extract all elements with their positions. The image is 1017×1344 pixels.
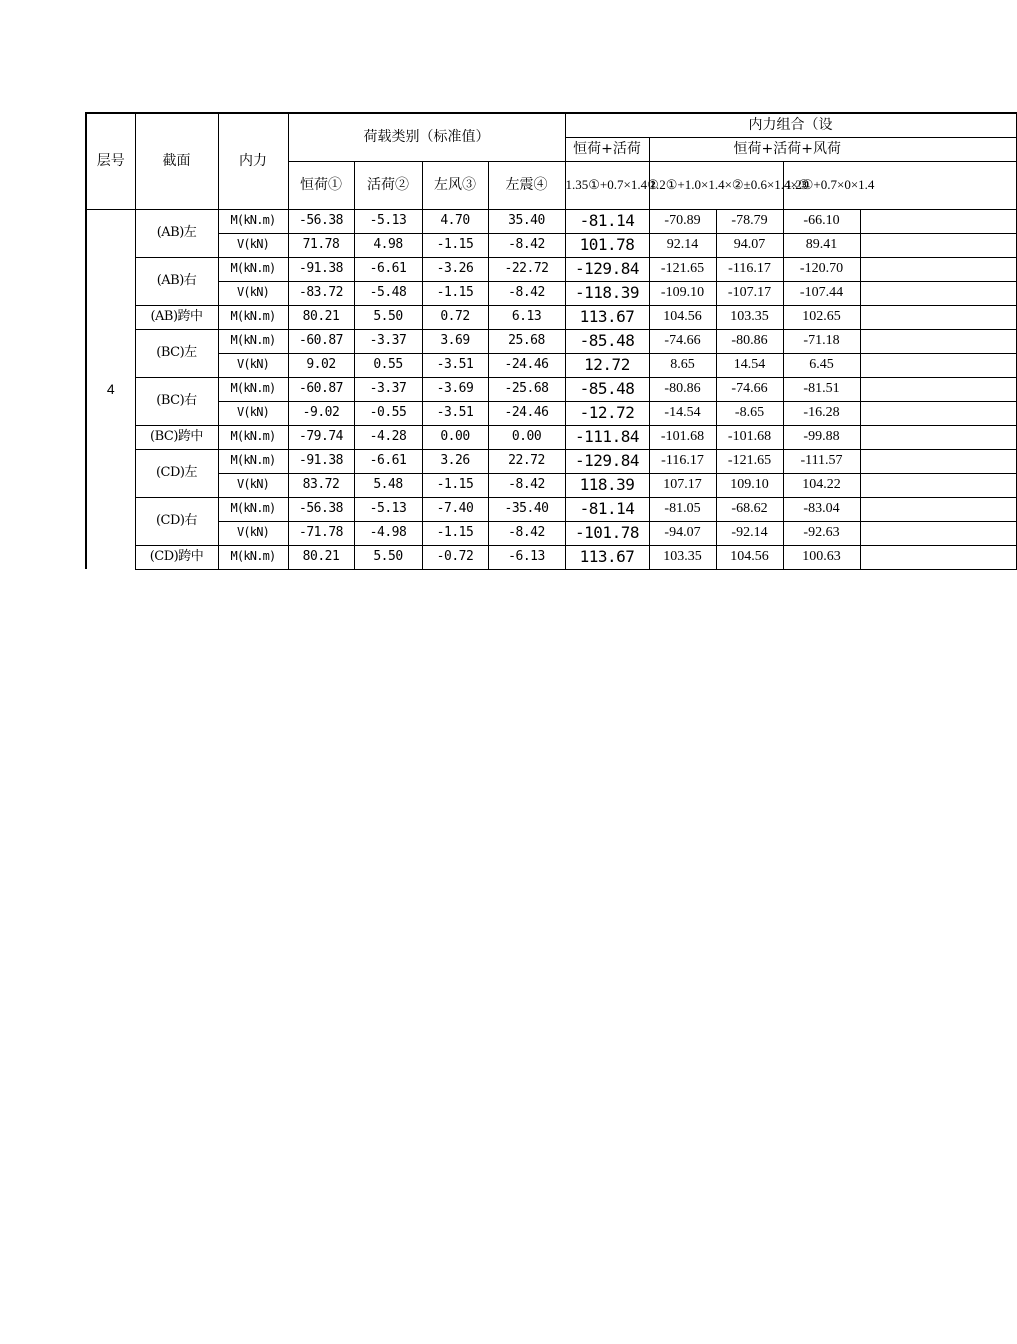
combo-4-value: 6.45 <box>783 353 860 377</box>
section-label: (AB)跨中 <box>135 305 218 329</box>
quake-load-value: -6.13 <box>488 545 565 569</box>
wind-load-value: -7.40 <box>422 497 488 521</box>
quake-load-value: -8.42 <box>488 473 565 497</box>
combo-1-value: -111.84 <box>565 425 649 449</box>
table-row <box>86 401 1016 425</box>
combo-4-value: -81.51 <box>783 377 860 401</box>
live-load-value: -5.48 <box>354 281 422 305</box>
dead-load-value: -60.87 <box>288 329 354 353</box>
combo-2-value: -94.07 <box>649 521 716 545</box>
combo-4-value: -111.57 <box>783 449 860 473</box>
dead-load-value: -91.38 <box>288 449 354 473</box>
header-formula-2: 1.2①+1.0×1.4×②±0.6×1.4×③ <box>649 161 783 209</box>
live-load-value: -5.13 <box>354 209 422 233</box>
combo-4-value: -71.18 <box>783 329 860 353</box>
combo-3-value: -116.17 <box>716 257 783 281</box>
header-dead-live-wind: 恒荷+活荷+风荷 <box>649 137 1016 161</box>
dead-load-value: -56.38 <box>288 497 354 521</box>
combo-4-value: 104.22 <box>783 473 860 497</box>
wind-load-value: -3.51 <box>422 401 488 425</box>
combo-3-value: -8.65 <box>716 401 783 425</box>
header-quake-load: 左震④ <box>488 161 565 209</box>
quake-load-value: 6.13 <box>488 305 565 329</box>
header-formula-1: 1.35①+0.7×1.4② <box>565 161 649 209</box>
quake-load-value: -8.42 <box>488 521 565 545</box>
combo-1-value: -81.14 <box>565 209 649 233</box>
live-load-value: -0.55 <box>354 401 422 425</box>
header-dead-load: 恒荷① <box>288 161 354 209</box>
force-unit: M(kN.m) <box>218 497 288 521</box>
table-row <box>86 425 1016 449</box>
combo-3-value: -74.66 <box>716 377 783 401</box>
wind-load-value: -1.15 <box>422 233 488 257</box>
live-load-value: -6.61 <box>354 449 422 473</box>
wind-load-value: -3.69 <box>422 377 488 401</box>
overflow-cell <box>860 545 1016 569</box>
combo-4-value: -120.70 <box>783 257 860 281</box>
table-body <box>86 209 1016 569</box>
table-row <box>86 473 1016 497</box>
section-label: (AB)左 <box>135 209 218 257</box>
table-row <box>86 521 1016 545</box>
combo-2-value: -80.86 <box>649 377 716 401</box>
wind-load-value: 0.00 <box>422 425 488 449</box>
header-force: 内力 <box>218 113 288 209</box>
header-load-types: 荷载类别（标准值） <box>288 113 565 161</box>
force-unit: M(kN.m) <box>218 377 288 401</box>
combo-2-value: -14.54 <box>649 401 716 425</box>
overflow-cell <box>860 497 1016 521</box>
quake-load-value: -35.40 <box>488 497 565 521</box>
combo-3-value: -68.62 <box>716 497 783 521</box>
combo-4-value: -83.04 <box>783 497 860 521</box>
header-combination-group: 内力组合（设 <box>565 113 1016 137</box>
table-row <box>86 329 1016 353</box>
combo-1-value: -118.39 <box>565 281 649 305</box>
header-live-load: 活荷② <box>354 161 422 209</box>
section-label: (CD)跨中 <box>135 545 218 569</box>
live-load-value: -6.61 <box>354 257 422 281</box>
table-row <box>86 305 1016 329</box>
quake-load-value: -22.72 <box>488 257 565 281</box>
combo-2-value: -116.17 <box>649 449 716 473</box>
combo-2-value: -101.68 <box>649 425 716 449</box>
combo-3-value: -121.65 <box>716 449 783 473</box>
quake-load-value: 35.40 <box>488 209 565 233</box>
combo-4-value: -92.63 <box>783 521 860 545</box>
header-section: 截面 <box>135 113 218 209</box>
live-load-value: 5.50 <box>354 545 422 569</box>
combo-1-value: -85.48 <box>565 377 649 401</box>
quake-load-value: -8.42 <box>488 233 565 257</box>
combo-2-value: -70.89 <box>649 209 716 233</box>
combo-1-value: -129.84 <box>565 257 649 281</box>
combo-2-value: -81.05 <box>649 497 716 521</box>
wind-load-value: -0.72 <box>422 545 488 569</box>
live-load-value: 5.48 <box>354 473 422 497</box>
combo-3-value: -92.14 <box>716 521 783 545</box>
combo-1-value: -101.78 <box>565 521 649 545</box>
combo-3-value: -107.17 <box>716 281 783 305</box>
force-unit: M(kN.m) <box>218 305 288 329</box>
layer-number: 4 <box>86 209 135 569</box>
combo-2-value: -74.66 <box>649 329 716 353</box>
table-row <box>86 353 1016 377</box>
combo-3-value: -80.86 <box>716 329 783 353</box>
overflow-cell <box>860 281 1016 305</box>
combo-1-value: 113.67 <box>565 545 649 569</box>
overflow-cell <box>860 329 1016 353</box>
overflow-cell <box>860 425 1016 449</box>
combo-1-value: -85.48 <box>565 329 649 353</box>
live-load-value: -5.13 <box>354 497 422 521</box>
live-load-value: 5.50 <box>354 305 422 329</box>
section-label: (CD)右 <box>135 497 218 545</box>
combo-3-value: 94.07 <box>716 233 783 257</box>
dead-load-value: -91.38 <box>288 257 354 281</box>
dead-load-value: -9.02 <box>288 401 354 425</box>
quake-load-value: -24.46 <box>488 353 565 377</box>
live-load-value: -3.37 <box>354 377 422 401</box>
force-unit: V(kN) <box>218 233 288 257</box>
combo-1-value: -12.72 <box>565 401 649 425</box>
dead-load-value: 83.72 <box>288 473 354 497</box>
quake-load-value: 0.00 <box>488 425 565 449</box>
force-unit: M(kN.m) <box>218 257 288 281</box>
force-unit: M(kN.m) <box>218 545 288 569</box>
combo-1-value: 12.72 <box>565 353 649 377</box>
header-layer: 层号 <box>86 113 135 209</box>
combo-4-value: 100.63 <box>783 545 860 569</box>
combo-2-value: 104.56 <box>649 305 716 329</box>
quake-load-value: -24.46 <box>488 401 565 425</box>
section-label: (BC)左 <box>135 329 218 377</box>
overflow-cell <box>860 353 1016 377</box>
internal-force-table <box>85 112 1017 570</box>
live-load-value: -4.28 <box>354 425 422 449</box>
overflow-cell <box>860 473 1016 497</box>
wind-load-value: -3.51 <box>422 353 488 377</box>
combo-1-value: -81.14 <box>565 497 649 521</box>
combo-2-value: -109.10 <box>649 281 716 305</box>
combo-2-value: 103.35 <box>649 545 716 569</box>
table-row <box>86 377 1016 401</box>
combo-1-value: 118.39 <box>565 473 649 497</box>
overflow-cell <box>860 449 1016 473</box>
force-unit: V(kN) <box>218 473 288 497</box>
combo-1-value: 113.67 <box>565 305 649 329</box>
table-row <box>86 281 1016 305</box>
force-unit: V(kN) <box>218 401 288 425</box>
quake-load-value: 22.72 <box>488 449 565 473</box>
overflow-cell <box>860 401 1016 425</box>
combo-3-value: 103.35 <box>716 305 783 329</box>
wind-load-value: -1.15 <box>422 281 488 305</box>
combo-4-value: 102.65 <box>783 305 860 329</box>
wind-load-value: 4.70 <box>422 209 488 233</box>
force-unit: M(kN.m) <box>218 449 288 473</box>
overflow-cell <box>860 521 1016 545</box>
quake-load-value: -8.42 <box>488 281 565 305</box>
wind-load-value: 3.26 <box>422 449 488 473</box>
dead-load-value: -56.38 <box>288 209 354 233</box>
table-row <box>86 497 1016 521</box>
spreadsheet-viewport <box>85 112 875 569</box>
dead-load-value: -83.72 <box>288 281 354 305</box>
combo-2-value: 107.17 <box>649 473 716 497</box>
combo-2-value: 8.65 <box>649 353 716 377</box>
section-label: (BC)右 <box>135 377 218 425</box>
section-label: (AB)右 <box>135 257 218 305</box>
live-load-value: -3.37 <box>354 329 422 353</box>
wind-load-value: -1.15 <box>422 521 488 545</box>
combo-3-value: 14.54 <box>716 353 783 377</box>
overflow-cell <box>860 257 1016 281</box>
combo-1-value: 101.78 <box>565 233 649 257</box>
wind-load-value: 3.69 <box>422 329 488 353</box>
force-unit: M(kN.m) <box>218 209 288 233</box>
force-unit: M(kN.m) <box>218 425 288 449</box>
section-label: (CD)左 <box>135 449 218 497</box>
dead-load-value: -79.74 <box>288 425 354 449</box>
header-wind-load: 左风③ <box>422 161 488 209</box>
wind-load-value: -3.26 <box>422 257 488 281</box>
overflow-cell <box>860 209 1016 233</box>
wind-load-value: -1.15 <box>422 473 488 497</box>
combo-3-value: 109.10 <box>716 473 783 497</box>
header-dead-live: 恒荷+活荷 <box>565 137 649 161</box>
dead-load-value: -71.78 <box>288 521 354 545</box>
dead-load-value: 80.21 <box>288 305 354 329</box>
force-unit: M(kN.m) <box>218 329 288 353</box>
table-row <box>86 209 1016 233</box>
table-row <box>86 545 1016 569</box>
combo-3-value: 104.56 <box>716 545 783 569</box>
overflow-cell <box>860 377 1016 401</box>
live-load-value: 0.55 <box>354 353 422 377</box>
dead-load-value: 80.21 <box>288 545 354 569</box>
dead-load-value: 71.78 <box>288 233 354 257</box>
force-unit: V(kN) <box>218 281 288 305</box>
combo-2-value: -121.65 <box>649 257 716 281</box>
combo-1-value: -129.84 <box>565 449 649 473</box>
table-row <box>86 233 1016 257</box>
combo-4-value: 89.41 <box>783 233 860 257</box>
dead-load-value: -60.87 <box>288 377 354 401</box>
quake-load-value: -25.68 <box>488 377 565 401</box>
dead-load-value: 9.02 <box>288 353 354 377</box>
combo-4-value: -66.10 <box>783 209 860 233</box>
section-label: (BC)跨中 <box>135 425 218 449</box>
combo-2-value: 92.14 <box>649 233 716 257</box>
overflow-cell <box>860 305 1016 329</box>
combo-4-value: -16.28 <box>783 401 860 425</box>
quake-load-value: 25.68 <box>488 329 565 353</box>
table-row <box>86 257 1016 281</box>
combo-4-value: -99.88 <box>783 425 860 449</box>
combo-4-value: -107.44 <box>783 281 860 305</box>
combo-3-value: -101.68 <box>716 425 783 449</box>
overflow-cell <box>860 233 1016 257</box>
force-unit: V(kN) <box>218 353 288 377</box>
table-row <box>86 449 1016 473</box>
live-load-value: -4.98 <box>354 521 422 545</box>
wind-load-value: 0.72 <box>422 305 488 329</box>
header-formula-3: 1.2①+0.7×0×1.4 <box>783 161 1016 209</box>
combo-3-value: -78.79 <box>716 209 783 233</box>
live-load-value: 4.98 <box>354 233 422 257</box>
force-unit: V(kN) <box>218 521 288 545</box>
